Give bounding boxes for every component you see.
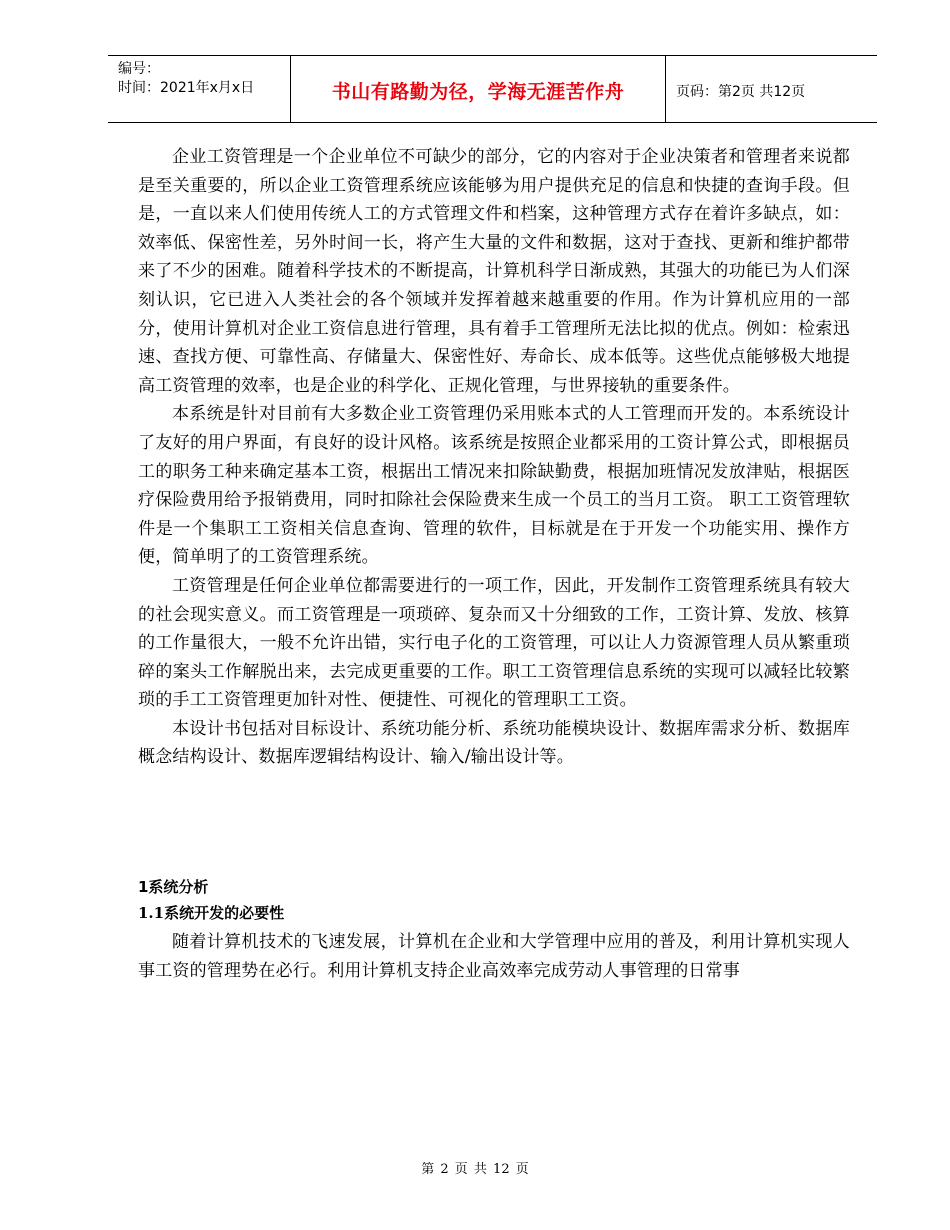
subsection-heading: 1.1系统开发的必要性 (138, 904, 285, 923)
document-time-label: 时间：2021年x月x日 (118, 80, 255, 96)
body-paragraph: 工资管理是任何企业单位都需要进行的一项工作，因此，开发制作工资管理系统具有较大的社会现实意义。而工资管理是一项琐碎、复杂而又十分细致的工作，工资计算、发放、核算的工作量很大，一般不允许出错，实行电子化的工资管理，可以让人力资源管理人员从繁重琐碎的案头工作解脱出来，去完成更重要的工作。职工工资管理信息系统的实现可以减轻比较繁琐的手工工资管理更加针对性、便捷性、可视化的管理职工工资。 (138, 575, 850, 711)
document-body (138, 143, 850, 985)
header-page-cell (666, 56, 877, 122)
section-paragraph: 随着计算机技术的飞速发展，计算机在企业和大学管理中应用的普及，利用计算机实现人事工资的管理势在必行。利用计算机支持企业高效率完成劳动人事管理的日常事 (138, 932, 850, 981)
header-motto: 书山有路勤为径，学海无涯苦作舟 (331, 81, 625, 103)
section-heading: 1系统分析 (138, 878, 209, 897)
body-paragraph: 本设计书包括对目标设计、系统功能分析、系统功能模块设计、数据库需求分析、数据库概念结构设计、数据库逻辑结构设计、输入/输出设计等。 (138, 718, 850, 768)
header-meta-cell (108, 56, 291, 122)
page-header (108, 55, 877, 123)
header-page-number: 页码：第2页 共12页 (676, 84, 806, 100)
section-spacer (138, 772, 850, 874)
body-paragraph: 企业工资管理是一个企业单位不可缺少的部分，它的内容对于企业决策者和管理者来说都是至关重要的，所以企业工资管理系统应该能够为用户提供充足的信息和快捷的查询手段。但是，一直以来人们使用传统人工的方式管理文件和档案，这种管理方式存在着许多缺点，如：效率低、保密性差，另外时间一长，将产生大量的文件和数据，这对于查找、更新和维护都带来了不少的困难。随着科学技术的不断提高，计算机科学日渐成熟，其强大的功能已为人们深刻认识，它已进入人类社会的各个领域并发挥着越来越重要的作用。作为计算机应用的一部分，使用计算机对企业工资信息进行管理，具有着手工管理所无法比拟的优点。例如：检索迅速、查找方便、可靠性高、存储量大、保密性好、寿命长、成本低等。这些优点能够极大地提高工资管理的效率，也是企业的科学化、正规化管理，与世界接轨的重要条件。 (138, 147, 850, 396)
document-number-label: 编号： (118, 61, 160, 77)
header-motto-cell (291, 56, 666, 122)
page-footer: 第 2 页 共 12 页 (421, 1162, 529, 1177)
body-paragraph: 本系统是针对目前有大多数企业工资管理仍采用账本式的人工管理而开发的。本系统设计了友好的用户界面，有良好的设计风格。该系统是按照企业都采用的工资计算公式，即根据员工的职务工种来确定基本工资，根据出工情况来扣除缺勤费，根据加班情况发放津贴，根据医疗保险费用给予报销费用，同时扣除社会保险费来生成一个员工的当月工资。 职工工资管理软件是一个集职工工资相关信息查询、管理的软件，目标就是在于开发一个功能实用、操作方便，简单明了的工资管理系统。 (138, 404, 850, 568)
